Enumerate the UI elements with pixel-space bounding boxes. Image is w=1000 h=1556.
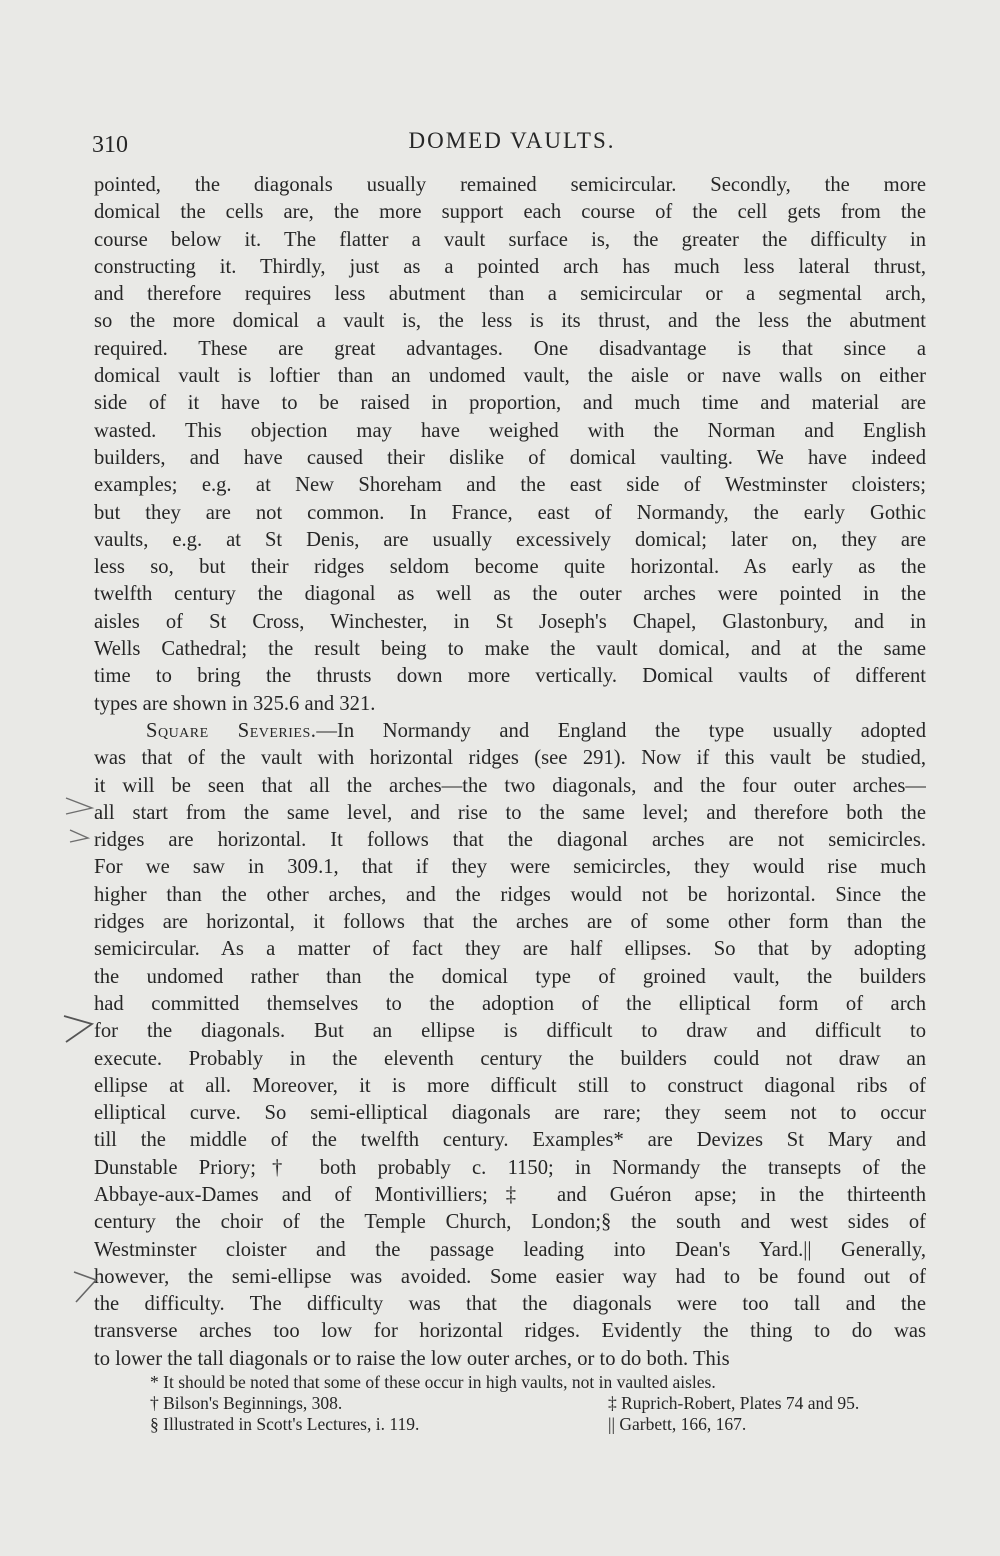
text-line: time to bring the thrusts down more vertically. Domical vaults of different — [94, 665, 926, 688]
page-number: 310 — [92, 132, 128, 158]
text-line: Square Severies.—In Normandy and England the type usually adopted — [146, 719, 926, 742]
text-line: For we saw in 309.1, that if they were semicircles, they would rise much — [94, 856, 926, 879]
text-line: for the diagonals. But an ellipse is difficult to draw and difficult to — [94, 1020, 926, 1043]
pencil-check-mark — [74, 1272, 96, 1302]
footnote-double-dagger: ‡ Ruprich-Robert, Plates 74 and 95. — [608, 1393, 860, 1413]
text-line: examples; e.g. at New Shoreham and the east side of Westminster cloisters; — [94, 474, 926, 497]
text-line: vaults, e.g. at St Denis, are usually excessively domical; later on, they are — [94, 528, 926, 551]
text-line: the difficulty. The difficulty was that the diagonals were too tall and the — [94, 1293, 926, 1316]
footnote-dagger: † Bilson's Beginnings, 308. — [150, 1393, 343, 1413]
text-line: till the middle of the twelfth century. Examples* are Devizes St Mary and — [94, 1129, 926, 1152]
text-line: semicircular. As a matter of fact they are half ellipses. So that by adopting — [94, 938, 926, 961]
text-line: Westminster cloister and the passage leading into Dean's Yard.|| Generally, — [94, 1238, 926, 1261]
text-line: ridges are horizontal, it follows that the arches are of some other form than the — [94, 911, 926, 934]
footnote-parallel: || Garbett, 166, 167. — [608, 1414, 747, 1434]
text-line: wasted. This objection may have weighed with the Norman and English — [94, 419, 926, 442]
text-line: ridges are horizontal. It follows that the diagonal arches are not semicircles. — [94, 829, 926, 852]
text-line: domical vault is loftier than an undomed vault, the aisle or nave walls on either — [94, 365, 926, 388]
text-line: twelfth century the diagonal as well as the outer arches were pointed in the — [94, 583, 926, 606]
text-line: Wells Cathedral; the result being to make the vault domical, and at the same — [94, 638, 926, 661]
text-line: Abbaye-aux-Dames and of Montivilliers;‡ and Guéron apse; in the thirteenth — [94, 1183, 926, 1206]
text-line: Dunstable Priory;† both probably c. 1150; in Normandy the transepts of the — [94, 1156, 926, 1179]
footnote-section: § Illustrated in Scott's Lectures, i. 119. — [150, 1414, 420, 1434]
text-line: pointed, the diagonals usually remained semicircular. Secondly, the more — [94, 174, 926, 196]
text-line: aisles of St Cross, Winchester, in St Joseph's Chapel, Glastonbury, and in — [94, 610, 926, 633]
text-line: less so, but their ridges seldom become quite horizontal. As early as the — [94, 556, 926, 579]
text-line: and therefore requires less abutment than a semicircular or a segmental arch, — [94, 283, 926, 306]
text-line: types are shown in 325.6 and 321. — [94, 692, 376, 715]
text-line: but they are not common. In France, east of Normandy, the early Gothic — [94, 501, 926, 524]
text-line: side of it have to be raised in proportion, and much time and material are — [94, 392, 926, 415]
pencil-check-mark — [70, 830, 88, 842]
pencil-check-mark — [64, 1016, 92, 1042]
text-line: had committed themselves to the adoption of the elliptical form of arch — [94, 992, 926, 1015]
text-line: to lower the tall diagonals or to raise the low outer arches, or to do both. This — [94, 1347, 730, 1370]
pencil-check-mark — [66, 798, 92, 814]
running-title: DOMED VAULTS. — [408, 128, 616, 153]
text-line: builders, and have caused their dislike of domical vaulting. We have indeed — [94, 446, 926, 469]
text-line: the undomed rather than the domical type of groined vault, the builders — [94, 965, 926, 988]
text-line: was that of the vault with horizontal ridges (see 291). Now if this vault be studied, — [94, 747, 926, 770]
text-line: transverse arches too low for horizontal ridges. Evidently the thing to do was — [94, 1320, 926, 1343]
text-line: so the more domical a vault is, the less is its thrust, and the less the abutment — [94, 310, 926, 333]
text-line: higher than the other arches, and the ridges would not be horizontal. Since the — [94, 883, 926, 906]
text-line: however, the semi-ellipse was avoided. Some easier way had to be found out of — [94, 1265, 926, 1288]
text-line: constructing it. Thirdly, just as a pointed arch has much less lateral thrust, — [94, 255, 926, 278]
text-line: course below it. The flatter a vault surface is, the greater the difficulty in — [94, 228, 926, 251]
section-heading-smallcaps: Square Severies. — [146, 719, 317, 742]
text-line: century the choir of the Temple Church, London;§ the south and west sides of — [94, 1211, 926, 1234]
text-line: execute. Probably in the eleventh century the builders could not draw an — [94, 1047, 926, 1070]
text-line: domical the cells are, the more support each course of the cell gets from the — [94, 201, 926, 224]
text-line: required. These are great advantages. One disadvantage is that since a — [94, 337, 926, 360]
text-line: all start from the same level, and rise to the same level; and therefore both the — [94, 801, 926, 824]
text-line: ellipse at all. Moreover, it is more difficult still to construct diagonal ribs of — [94, 1074, 926, 1097]
footnote-star: * It should be noted that some of these occur in high vaults, not in vaulted aisles. — [150, 1372, 716, 1392]
text-line: it will be seen that all the arches—the two diagonals, and the four outer arches— — [94, 774, 926, 797]
text-line: elliptical curve. So semi-elliptical diagonals are rare; they seem not to occur — [94, 1102, 926, 1125]
